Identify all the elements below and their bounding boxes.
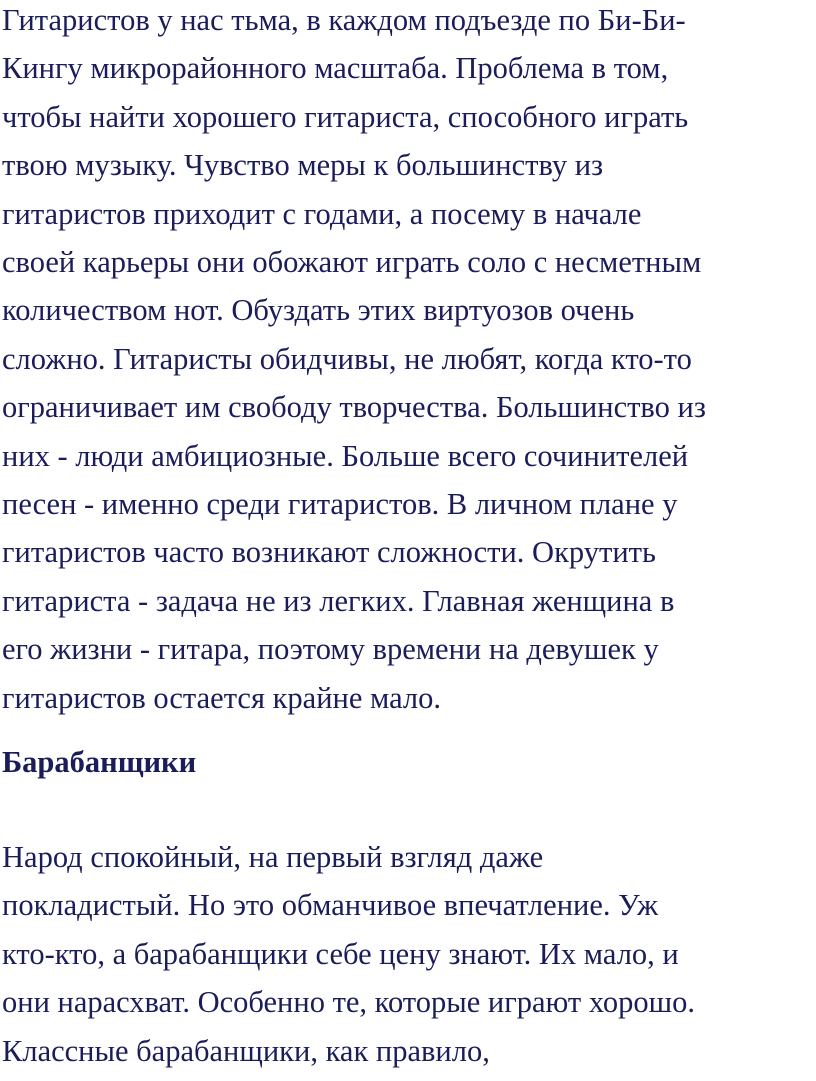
- text-line: гитариста - задача не из легких. Главная женщина в: [2, 583, 675, 618]
- text-line: Гитаристов у нас тьма, в каждом подъезде по Би-Би-: [2, 3, 686, 37]
- section-heading-drummers: Барабанщики: [2, 745, 197, 779]
- text-line: песен - именно среди гитаристов. В личном плане у: [2, 487, 678, 522]
- text-line: твою музыку. Чувство меры к большинству из: [2, 148, 604, 183]
- text-line: гитаристов часто возникают сложности. Окрутить: [2, 535, 656, 570]
- text-line: гитаристов остается крайне мало.: [2, 680, 442, 715]
- text-line: Кингу микрорайонного масштаба. Проблема в том,: [2, 51, 669, 86]
- paragraph-drummers: [2, 833, 695, 1075]
- text-line: сложно. Гитаристы обидчивы, не любят, когда кто-то: [2, 341, 692, 376]
- text-line: покладистый. Но это обманчивое впечатление. Уж: [2, 888, 659, 923]
- text-line: гитаристов приходит с годами, а посему в начале: [2, 196, 642, 231]
- text-line: они нарасхват. Особенно те, которые играют хорошо.: [2, 985, 696, 1020]
- text-line: Народ спокойный, на первый взгляд даже: [2, 840, 544, 874]
- text-line: его жизни - гитара, поэтому времени на девушек у: [2, 632, 659, 667]
- text-line: ограничивает им свободу творчества. Большинство из: [2, 390, 706, 425]
- paragraph-guitarists: [2, 0, 706, 722]
- text-line: них - люди амбициозные. Больше всего сочинителей: [2, 438, 689, 473]
- text-line: кто-кто, а барабанщики себе цену знают. Их мало, и: [2, 936, 679, 971]
- text-line: Классные барабанщики, как правило,: [2, 1033, 490, 1068]
- text-line: чтобы найти хорошего гитариста, способного играть: [2, 99, 689, 134]
- text-line: количеством нот. Обуздать этих виртуозов очень: [2, 293, 635, 328]
- text-line: своей карьеры они обожают играть соло с несметным: [2, 245, 702, 280]
